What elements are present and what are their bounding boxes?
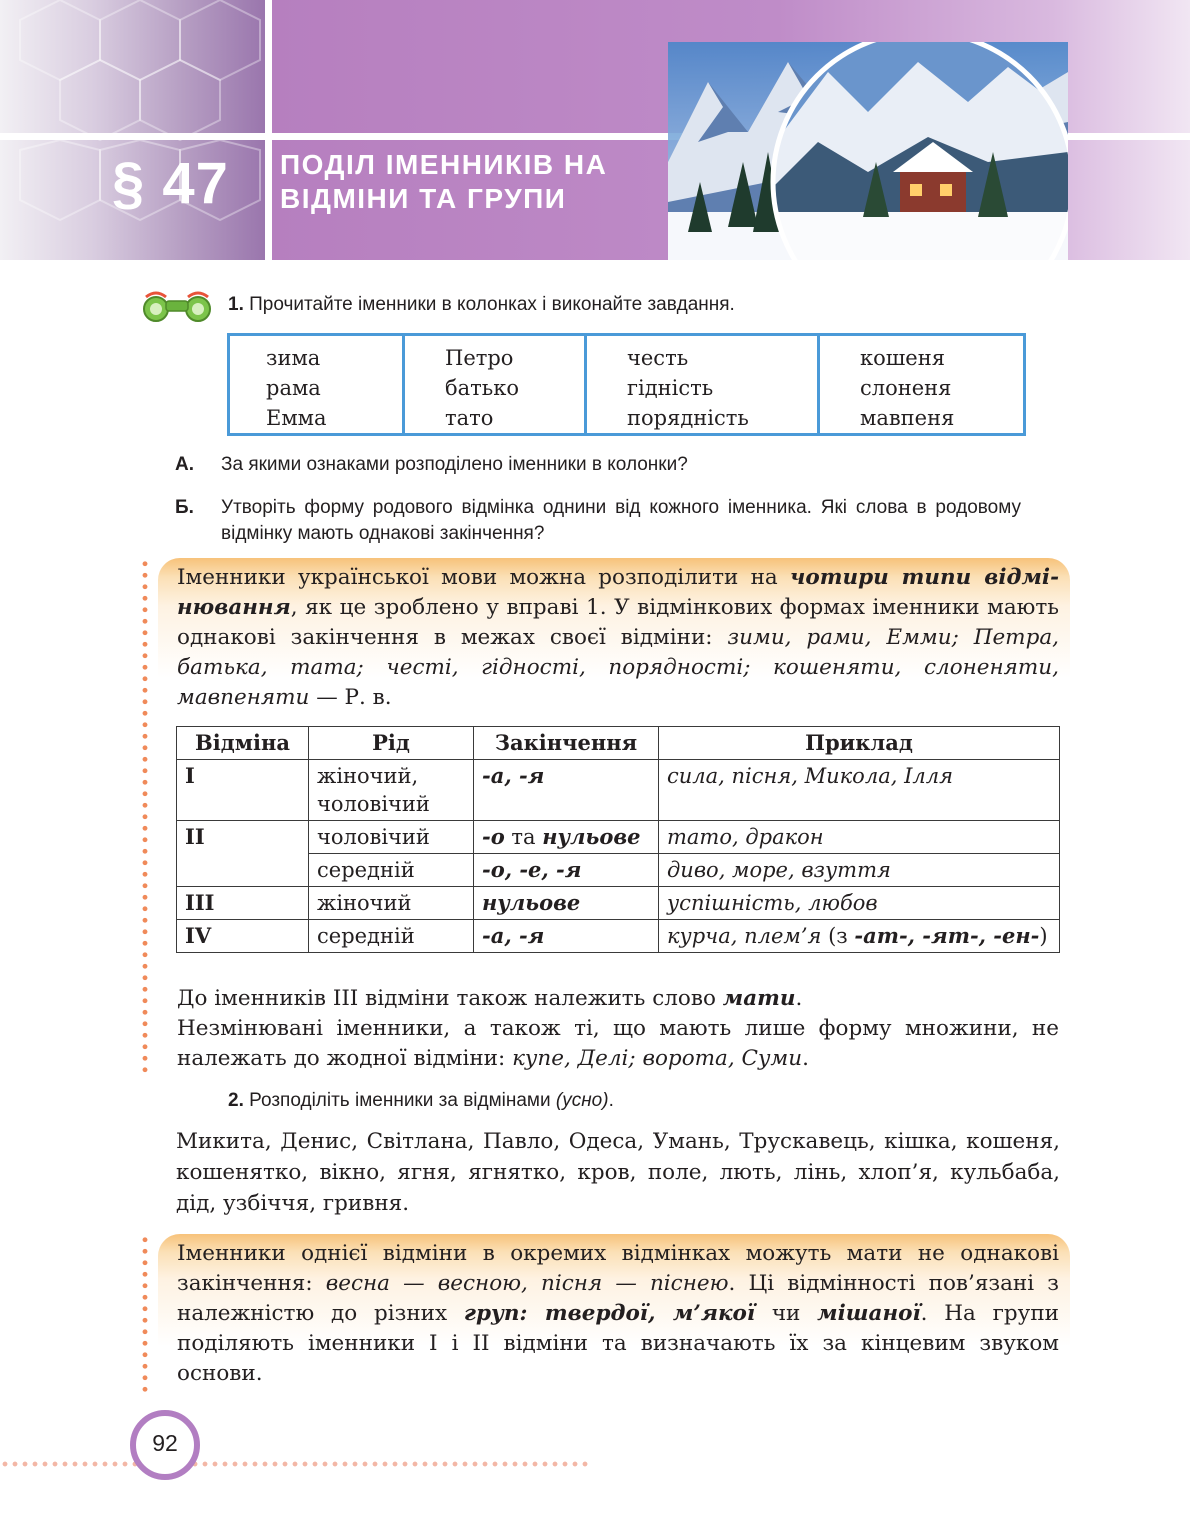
hexagon-pattern <box>0 0 265 260</box>
exercise-2-instruction <box>228 1090 614 1112</box>
rule-text: Іменники однієї відміни в окремих відмінках можуть мати не однакові закінчення: <box>177 1241 1059 1296</box>
table-row <box>177 760 1060 821</box>
rule-paragraph <box>177 563 1059 713</box>
rule-examples: зими, рами, Емми; Петра, батька, тата; честі, гідності, порядності; кошеняти, слоненяти, мавпеняти <box>177 625 1059 710</box>
example-text: (з <box>821 924 855 948</box>
table-header-row <box>177 727 1060 760</box>
rule-note-line <box>177 1014 1059 1074</box>
declension-cell: II <box>177 821 309 887</box>
header-left-panel <box>0 0 265 260</box>
rule-term: чотири типи відмінювання <box>177 565 1059 620</box>
rule-text: Незмінювані іменники, а також ті, що мають лише форму множини, не належать до жодної відміни: <box>177 1016 1059 1071</box>
question-letter: Б. <box>175 497 194 518</box>
rule-dotted-marker <box>142 558 148 1078</box>
word-column <box>820 336 1023 433</box>
ending-cell: -а, -я <box>474 920 659 953</box>
instruction-text: Розподіліть іменники за відмінами <box>249 1090 556 1111</box>
example-cell: диво, море, взуття <box>659 854 1060 887</box>
word-column <box>587 336 820 433</box>
header-separator <box>265 0 272 260</box>
example-cell <box>659 920 1060 953</box>
rule-text: . <box>795 986 803 1011</box>
example-cell: успішність, любов <box>659 887 1060 920</box>
word: порядність <box>627 406 749 430</box>
page-number: 92 <box>152 1430 178 1456</box>
ending-cell <box>474 821 659 854</box>
exercise-2-words: Микита, Денис, Світлана, Павло, Одеса, Умань, Трускавець, кішка, кошеня, кошенятко, вікно, ягня, ягнятко, кров, поле, лють, лінь, хлоп’я, кульбаба, дід, узбіччя, гривня. <box>176 1129 1060 1216</box>
gender-cell: середній <box>309 854 474 887</box>
table-row <box>177 854 1060 887</box>
declension-cell: I <box>177 760 309 821</box>
table-row <box>177 920 1060 953</box>
rule-text: До іменників III відміни також належить слово <box>177 986 723 1011</box>
word: Емма <box>266 406 327 430</box>
rule-term: мати <box>722 986 796 1011</box>
exercise-number: 2. <box>228 1090 244 1111</box>
gender-cell: жіночий, чоловічий <box>309 760 474 821</box>
table-row <box>177 821 1060 854</box>
rule-examples: купе, Делі; ворота, Суми <box>512 1046 803 1071</box>
column-header: Закінчення <box>474 727 659 760</box>
gender-cell: середній <box>309 920 474 953</box>
example-text: ) <box>1039 924 1048 948</box>
ending-cell: -а, -я <box>474 760 659 821</box>
column-header: Відміна <box>177 727 309 760</box>
instruction-text: Прочитайте іменники в колонках і виконайте завдання. <box>249 294 735 315</box>
instruction-note: (усно) <box>555 1090 609 1111</box>
word: рама <box>266 376 321 400</box>
chapter-header <box>0 0 1190 260</box>
rule-text: . <box>802 1046 809 1071</box>
word: кошеня <box>860 346 945 370</box>
section-title-line2: ВІДМІНИ ТА ГРУПИ <box>280 183 567 214</box>
question-a <box>175 452 1021 478</box>
ending-cell: -о, -е, -я <box>474 854 659 887</box>
declension-table <box>176 726 1060 953</box>
example-cell: тато, дракон <box>659 821 1060 854</box>
rule-term: груп: твердої, м’якої <box>463 1301 756 1326</box>
word-column <box>405 336 587 433</box>
ending-text: та <box>504 825 543 849</box>
column-header: Приклад <box>659 727 1060 760</box>
declension-cell: III <box>177 887 309 920</box>
word: слоненя <box>860 376 952 400</box>
question-letter: А. <box>175 454 194 475</box>
ending-text: -о <box>482 824 505 849</box>
word: зима <box>266 346 321 370</box>
word: честь <box>627 346 689 370</box>
rule-dotted-marker <box>142 1234 148 1394</box>
column-header: Рід <box>309 727 474 760</box>
binoculars-icon <box>140 289 216 325</box>
section-title <box>280 148 660 216</box>
section-number: § 47 <box>112 151 229 216</box>
ending-text: нульове <box>542 824 641 849</box>
footer-dotted-line <box>0 1461 590 1467</box>
ending-cell: нульове <box>474 887 659 920</box>
example-cell: сила, пісня, Микола, Ілля <box>659 760 1060 821</box>
rule-term: мішаної <box>817 1301 921 1326</box>
rule-examples: весна — весною, пісня — піснею <box>325 1271 729 1296</box>
example-text: курча, плем’я <box>667 924 822 948</box>
rule-text: чи <box>755 1301 818 1326</box>
word: тато <box>445 406 494 430</box>
word: гідність <box>627 376 714 400</box>
rule-text: , як це зроблено у вправі 1. У відмінкових формах іменники мають однакові закінчення в межах своєї відміни: <box>177 595 1059 650</box>
word-column <box>230 336 405 433</box>
instruction-text: . <box>608 1090 614 1111</box>
gender-cell: жіночий <box>309 887 474 920</box>
word: батько <box>445 376 519 400</box>
question-b <box>175 495 1021 547</box>
word: мавпеня <box>860 406 955 430</box>
word: Петро <box>445 346 514 370</box>
rule-text: . Ці відмінності пов’язані з належністю до різних <box>177 1271 1059 1326</box>
rule-text: Іменники української мови можна розподілити на <box>177 565 790 590</box>
exercise-1-instruction <box>228 294 735 316</box>
declension-cell: IV <box>177 920 309 953</box>
table-row <box>177 887 1060 920</box>
rule-text: . На групи поділяють іменники I і II відміни та визначають їх за кінцевим звуком основи. <box>177 1301 1059 1386</box>
gender-cell: чоловічий <box>309 821 474 854</box>
rule-paragraph <box>177 1239 1059 1389</box>
exercise-number: 1. <box>228 294 244 315</box>
question-text: Утворіть форму родового відмінка однини від кожного іменника. Які слова в родовому відмінку мають однакові закінчення? <box>221 497 1021 544</box>
winter-landscape-image <box>668 42 1068 260</box>
section-title-line1: ПОДІЛ ІМЕННИКІВ НА <box>280 149 608 180</box>
rule-text: — Р. в. <box>309 685 392 710</box>
example-text: -ат-, -ят-, -ен- <box>854 923 1040 948</box>
question-text: За якими ознаками розподілено іменники в колонки? <box>221 454 688 475</box>
rule-note-line <box>177 984 1059 1014</box>
word-columns-table <box>227 333 1026 436</box>
rule-note <box>177 984 1059 1074</box>
